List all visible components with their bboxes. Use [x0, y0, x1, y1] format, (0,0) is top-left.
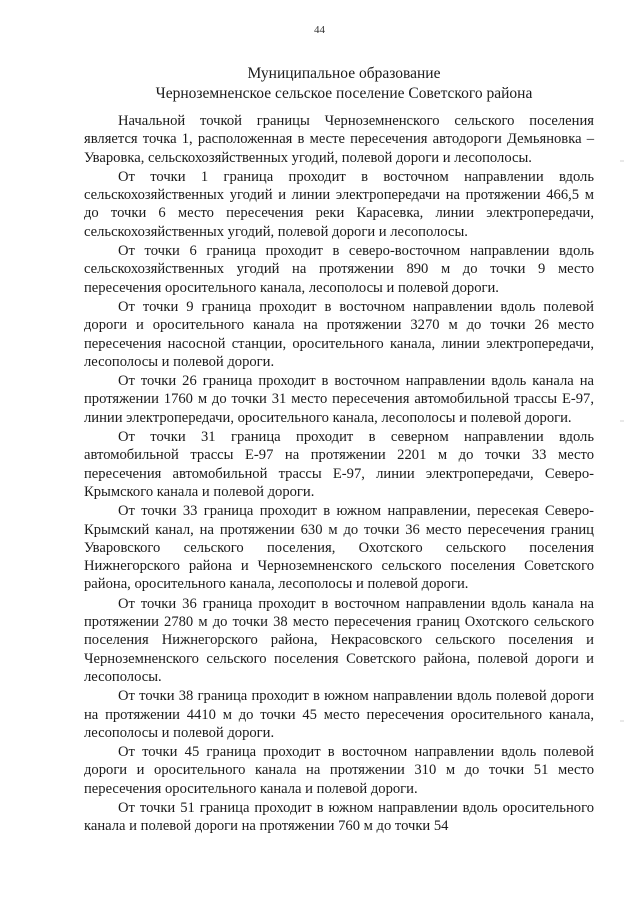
- paragraph: От точки 26 граница проходит в восточном направлении вдоль канала на протяжении 1760 м до точки 31 место пересечения автомобильной трассы Е-97, линии электропередачи, оросительного канала, лесополосы и полевой дороги.: [84, 373, 594, 426]
- paragraph: От точки 1 граница проходит в восточном направлении вдоль сельскохозяйственных угодий и линии электропередачи на протяжении 466,5 м до точки 6 место пересечения реки Карасевка, линии электропередачи, сельскохозяйственных угодий, полевой дороги и лесополосы.: [84, 168, 594, 240]
- scan-margin-mark: [620, 420, 624, 422]
- heading-line-settlement: Черноземненское сельское поселение Советского района: [155, 85, 533, 102]
- paragraph: Начальной точкой границы Черноземненского сельского поселения является точка 1, расположенная в месте пересечения автодороги Демьяновка – Уваровка, сельскохозяйственных угодий, полевой дороги и лесополосы.: [84, 113, 594, 166]
- paragraph: От точки 33 граница проходит в южном направлении, пересекая Северо-Крымский канал, на протяжении 630 м до точки 36 место пересечения границ Уваровского сельского поселения, Охотского сельского поселения Нижнегорского района и Черноземненского сельского поселения Советского района, оросительного канала, лесополосы и полевой дороги.: [84, 503, 594, 593]
- paragraph: От точки 51 граница проходит в южном направлении вдоль оросительного канала и полевой дороги на протяжении 760 м до точки 54: [84, 799, 594, 835]
- page-number: 44: [314, 24, 325, 36]
- paragraph: От точки 6 граница проходит в северо-восточном направлении вдоль сельскохозяйственных угодий на протяжении 890 м до точки 9 место пересечения оросительного канала, лесополосы и полевой дороги.: [84, 243, 594, 296]
- paragraph: От точки 45 граница проходит в восточном направлении вдоль полевой дороги и оросительного канала на протяжении 310 м до точки 51 место пересечения оросительного канала и полевой дороги.: [84, 744, 594, 797]
- paragraph: От точки 31 граница проходит в северном направлении вдоль автомобильной трассы Е-97 на протяжении 2201 м до точки 33 место пересечения автомобильной трассы Е-97, линии электропередачи, Северо-Крымского канала и полевой дороги.: [84, 429, 594, 500]
- paragraph: От точки 36 граница проходит в восточном направлении вдоль канала на протяжении 2780 м до точки 38 место пересечения границ Охотского сельского поселения Нижнегорского района, Некрасовского сельского поселения и Черноземненского сельского поселения Советского района, полевой дороги и лесополосы.: [84, 595, 594, 685]
- heading-line-municipality: Муниципальное образование: [247, 65, 441, 82]
- paragraph: От точки 9 граница проходит в восточном направлении вдоль полевой дороги и оросительного канала на протяжении 3270 м до точки 26 место пересечения насосной станции, оросительного канала, линии электропередачи, лесополосы и полевой дороги.: [84, 298, 594, 370]
- scan-margin-mark: [620, 720, 624, 722]
- document-body: [84, 112, 594, 836]
- document-heading: [84, 64, 604, 104]
- scan-margin-mark: [620, 160, 624, 162]
- paragraph: От точки 38 граница проходит в южном направлении вдоль полевой дороги на протяжении 4410 м до точки 45 место пересечения оросительного канала, лесополосы и полевой дороги.: [84, 688, 594, 741]
